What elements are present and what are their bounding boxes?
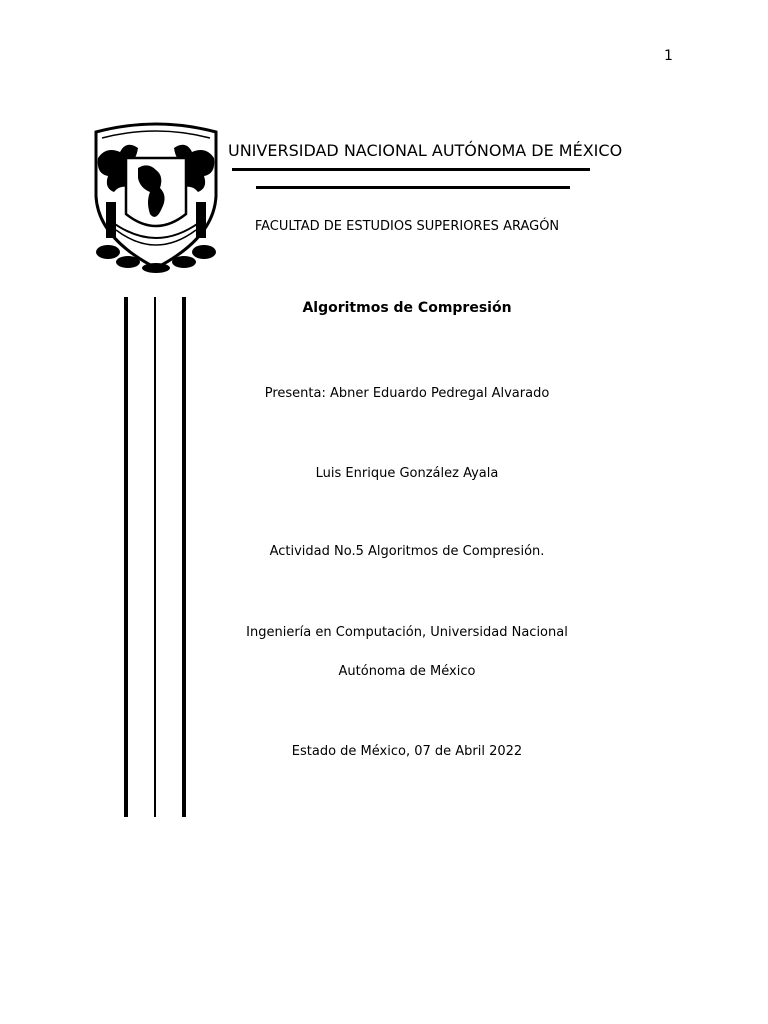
decorative-bar-right <box>182 297 186 817</box>
activity-line: Actividad No.5 Algoritmos de Compresión. <box>269 544 545 559</box>
unam-crest-icon <box>86 118 226 274</box>
decorative-bar-middle <box>154 297 156 817</box>
header-rule-bottom <box>256 186 570 189</box>
document-title: Algoritmos de Compresión <box>302 300 512 316</box>
career-line-1: Ingeniería en Computación, Universidad Nacional <box>246 625 568 640</box>
page-number: 1 <box>664 48 673 64</box>
faculty-name: FACULTAD DE ESTUDIOS SUPERIORES ARAGÓN <box>254 219 560 234</box>
decorative-bar-left <box>124 297 128 817</box>
presenter-line: Presenta: Abner Eduardo Pedregal Alvarado <box>264 386 550 401</box>
university-title: UNIVERSIDAD NACIONAL AUTÓNOMA DE MÉXICO <box>228 141 623 160</box>
header-rule-top <box>232 168 590 171</box>
career-line-2: Autónoma de México <box>338 664 476 679</box>
coauthor-line: Luis Enrique González Ayala <box>315 466 499 481</box>
date-line: Estado de México, 07 de Abril 2022 <box>291 744 523 759</box>
